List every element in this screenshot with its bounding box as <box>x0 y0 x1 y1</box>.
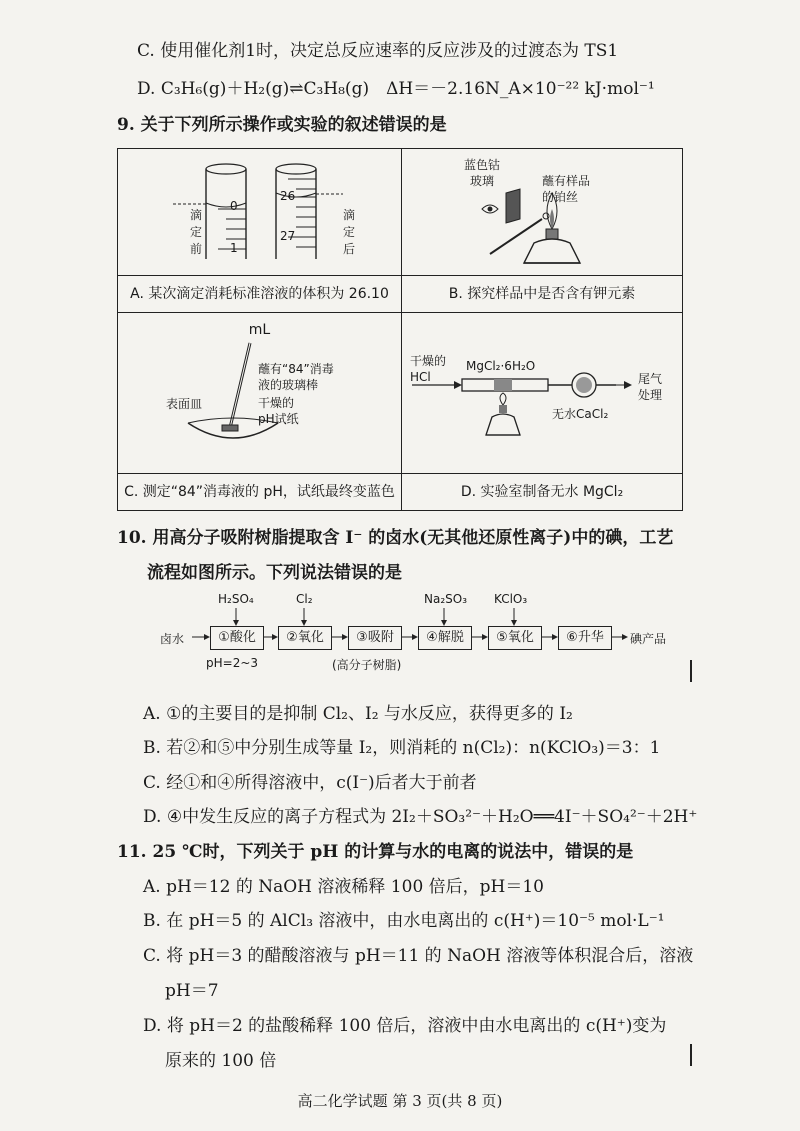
q8-option-d: D. C₃H₆(g)＋H₂(g)⇌C₃H₈(g) ΔH＝－2.16N_A×10⁻²² kJ·mol⁻¹ <box>137 79 655 99</box>
label-pt-wire: 蘸有样品 的铂丝 <box>542 174 591 204</box>
tick-26: 26 <box>280 189 296 203</box>
tick-1: 1 <box>230 241 238 255</box>
flow-step-1: ①酸化 <box>210 626 264 650</box>
figure-c-ph-test <box>118 313 401 473</box>
margin-mark <box>690 660 695 682</box>
flow-step-5: ⑤氧化 <box>488 626 542 650</box>
label-tail-gas: 尾气 处理 <box>638 372 663 402</box>
q11-option-d-line2: 原来的 100 倍 <box>165 1051 277 1071</box>
figure-d-apparatus <box>402 313 682 473</box>
tick-0: 0 <box>230 199 238 213</box>
q10-stem-line2: 流程如图所示。下列说法错误的是 <box>147 563 402 583</box>
tick-27: 27 <box>280 229 296 243</box>
q11-option-c-line2: pH＝7 <box>165 981 219 1001</box>
label-cobalt-glass: 蓝色钴 玻璃 <box>464 158 501 188</box>
flow-resin-note: (高分子树脂) <box>332 658 402 672</box>
label-before: 滴 定 前 <box>190 208 203 256</box>
q9-stem: 9. 关于下列所示操作或实验的叙述错误的是 <box>117 115 447 135</box>
label-watch-glass: 表面皿 <box>166 397 203 411</box>
flow-step-2: ②氧化 <box>278 626 332 650</box>
flow-start: 卤水 <box>160 632 185 646</box>
caption-c: C. 测定“84”消毒液的 pH，试纸最终变蓝色 <box>124 484 395 500</box>
margin-mark-2 <box>690 1044 695 1066</box>
q10-stem-line1: 10. 用高分子吸附树脂提取含 I⁻ 的卤水(无其他还原性离子)中的碘，工艺 <box>117 528 674 548</box>
reagent-cl2: Cl₂ <box>296 592 313 606</box>
label-cacl2: 无水CaCl₂ <box>552 407 609 421</box>
q9-table <box>117 148 683 511</box>
q11-option-b: B. 在 pH＝5 的 AlCl₃ 溶液中，由水电离出的 c(H⁺)＝10⁻⁵ mol·L⁻¹ <box>143 911 665 931</box>
q10-flowchart <box>160 592 680 672</box>
reagent-na2so3: Na₂SO₃ <box>424 592 468 606</box>
q11-stem: 11. 25 ℃时，下列关于 pH 的计算与水的电离的说法中，错误的是 <box>117 842 634 862</box>
figure-b-flame-test <box>402 149 682 275</box>
q8-option-c: C. 使用催化剂1时，决定总反应速率的反应涉及的过渡态为 TS1 <box>137 41 619 61</box>
label-after: 滴 定 后 <box>343 208 356 256</box>
q10-option-c: C. 经①和④所得溶液中，c(I⁻)后者大于前者 <box>143 773 477 793</box>
q10-option-b: B. 若②和⑤中分别生成等量 I₂，则消耗的 n(Cl₂)：n(KClO₃)＝3：1 <box>143 738 661 758</box>
q10-option-a: A. ①的主要目的是抑制 Cl₂、I₂ 与水反应，获得更多的 I₂ <box>143 704 573 724</box>
flow-step-6: ⑥升华 <box>558 626 612 650</box>
flow-step-4: ④解脱 <box>418 626 472 650</box>
flow-step-3: ③吸附 <box>348 626 402 650</box>
q11-option-c-line1: C. 将 pH＝3 的醋酸溶液与 pH＝11 的 NaOH 溶液等体积混合后，溶液 <box>143 946 694 966</box>
caption-a: A. 某次滴定消耗标准溶液的体积为 26.10 mL <box>130 286 389 338</box>
caption-b: B. 探究样品中是否含有钾元素 <box>448 286 636 302</box>
label-mgcl2: MgCl₂·6H₂O <box>466 359 536 373</box>
flow-end: 碘产品 <box>630 632 667 646</box>
page-footer: 高二化学试题 第 3 页(共 8 页) <box>297 1092 503 1110</box>
q11-option-d-line1: D. 将 pH＝2 的盐酸稀释 100 倍后，溶液中由水电离出的 c(H⁺)变为 <box>143 1016 667 1036</box>
label-ph-paper: 干燥的 pH试纸 <box>258 396 299 426</box>
q11-option-a: A. pH＝12 的 NaOH 溶液稀释 100 倍后，pH＝10 <box>143 877 545 897</box>
label-glass-rod: 蘸有“84”消毒 液的玻璃棒 <box>258 362 334 392</box>
flow-ph-note: pH=2~3 <box>206 656 259 670</box>
caption-d: D. 实验室制备无水 MgCl₂ <box>460 484 624 500</box>
reagent-h2so4: H₂SO₄ <box>218 592 254 606</box>
q10-option-d: D. ④中发生反应的离子方程式为 2I₂＋SO₃²⁻＋H₂O══4I⁻＋SO₄²⁻＋2H⁺ <box>143 807 698 827</box>
label-dry-hcl: 干燥的 HCl <box>410 354 447 384</box>
reagent-kclo3: KClO₃ <box>494 592 528 606</box>
figure-a-burettes <box>118 149 401 275</box>
